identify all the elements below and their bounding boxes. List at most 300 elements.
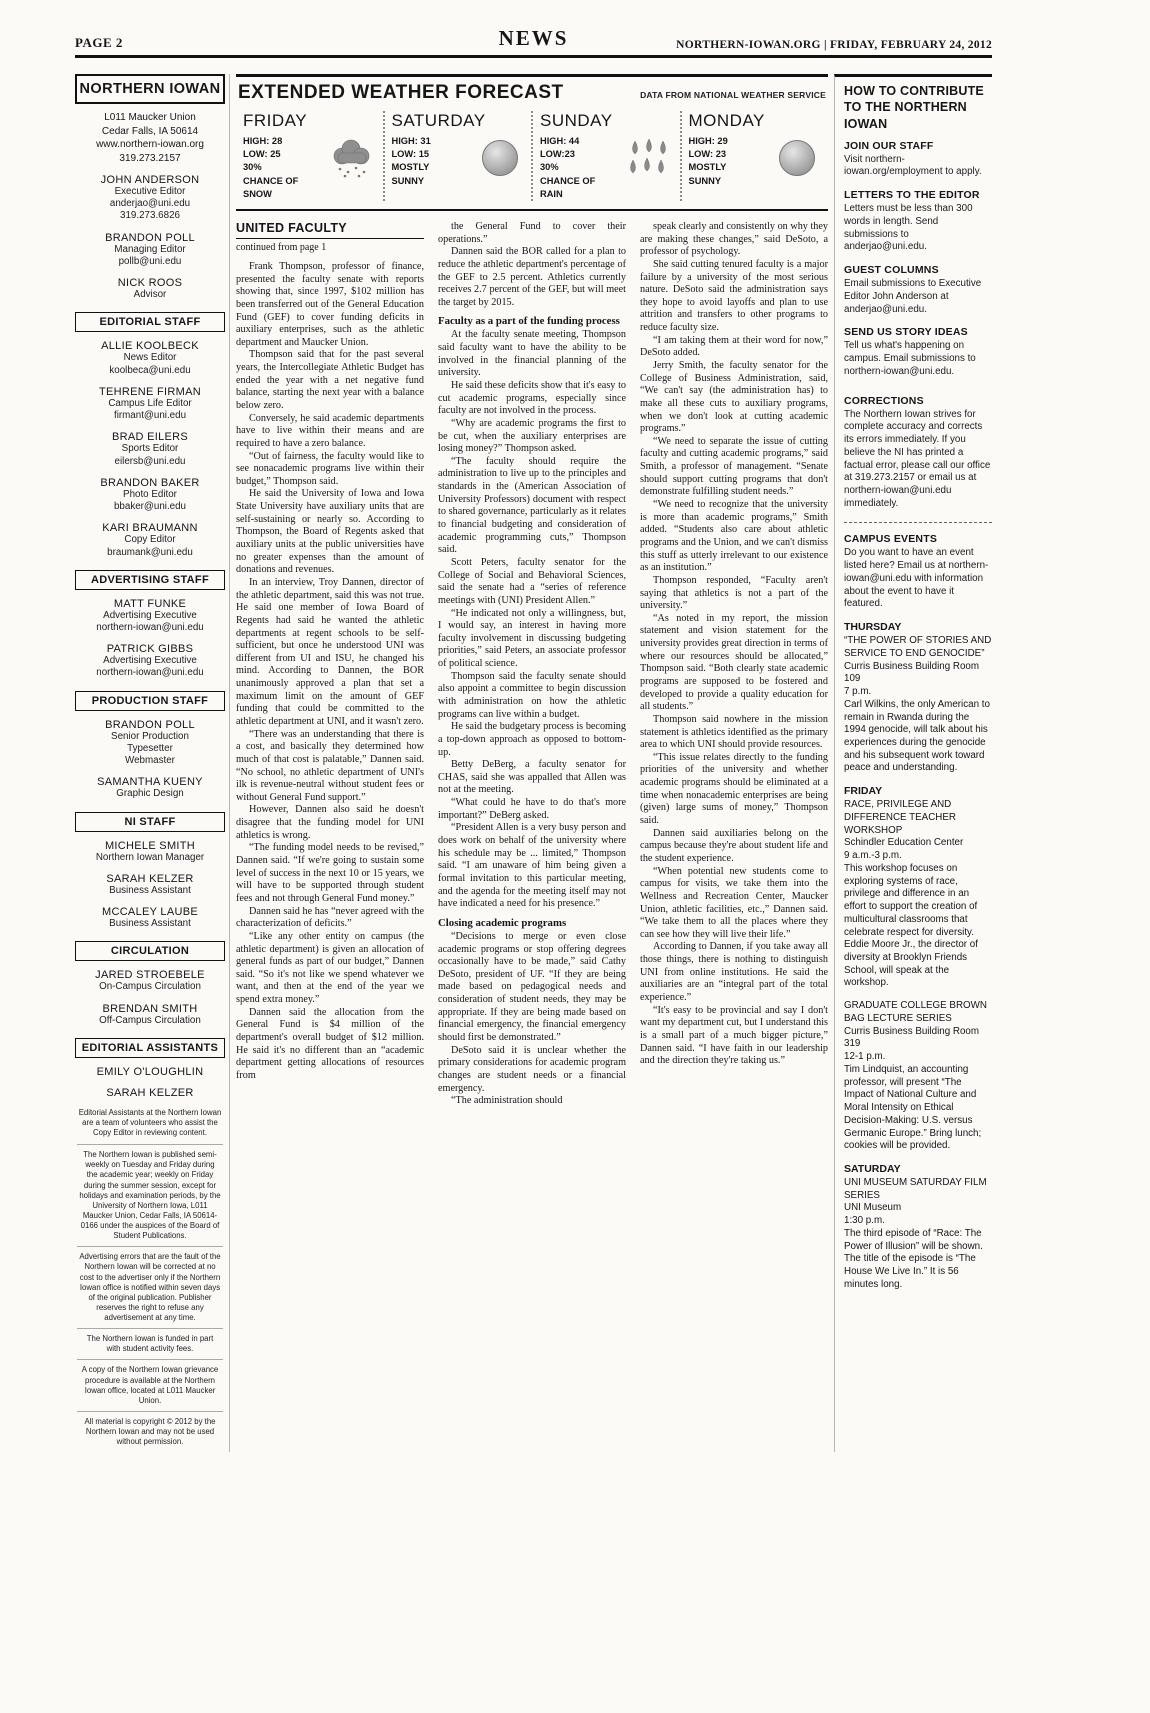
masthead-section-heading: PRODUCTION STAFF [75, 691, 225, 711]
article-paragraph: Frank Thompson, professor of finance, presented the faculty senate with reports showing that, since 1997, $102 million has been transferred out of the General Education Fund (GEF) to cover funding deficits in auxiliary enterprises, such as the athletic department and Maucker Union. [236, 260, 424, 348]
article-paragraph: “When potential new students come to campus for visits, we take them into the Wellness and Recreation Center, Maucker Union, athletic facilities, etc.,” Dannen said. “We take them to all the places where they can see how they will live their life.” [640, 865, 828, 940]
staff-detail: 319.273.6826 [120, 210, 180, 222]
article-item [438, 797, 626, 822]
article-paragraph: “President Allen is a very busy person and does work on behalf of the university where his schedule may be ... limited,” Thompson said. “I am unaware of him being given a formal invitation to this particular meeting, and the agenda for the meeting itself may not have indicated a need for his presence.” [438, 822, 626, 910]
weather-day-details [540, 135, 625, 201]
article-item [236, 804, 424, 842]
campus-event [844, 621, 992, 775]
event-details [844, 635, 992, 775]
staff-member [75, 840, 225, 864]
event-day: SATURDAY [844, 1163, 901, 1176]
weather-detail-line: LOW: 23 [688, 149, 727, 160]
staff-detail: northern-iowan@uni.edu [96, 667, 204, 679]
staff-name: SAMANTHA KUENY [97, 776, 203, 789]
fine-print-paragraph: A copy of the Northern Iowan grievance procedure is available at the Northern Iowan office, located at L011 Maucker Union. [77, 1359, 223, 1411]
article-item [438, 917, 626, 929]
contribute-block [844, 189, 992, 254]
site-and-date: NORTHERN-IOWAN.ORG | FRIDAY, FEBRUARY 24, 2012 [676, 39, 992, 51]
event-detail: 9 a.m.-3 p.m. [844, 850, 902, 862]
page-number: PAGE 2 [75, 35, 123, 50]
staff-member [75, 776, 225, 800]
staff-detail: Copy Editor [124, 534, 176, 546]
staff-member [75, 477, 225, 513]
masthead-section [75, 941, 225, 1026]
staff-details [75, 610, 225, 634]
weather-title-row [236, 80, 828, 111]
staff-details [75, 244, 225, 268]
article-subheading: Closing academic programs [438, 916, 567, 929]
article-paragraph: Dannen said the BOR called for a plan to reduce the athletic department's percentage of the GEF to 2.5 percent. Athletics currently receives 2.7 percent of the GEF, but will meet the target by 2015. [438, 246, 626, 308]
staff-detail: Business Assistant [109, 918, 191, 930]
contribute-sidebar [834, 74, 992, 1452]
weather-detail-line: SUNNY [391, 175, 425, 186]
article-item [640, 866, 828, 942]
event-detail: Carl Wilkins, the only American to remain in Rwanda during the 1994 genocide, will talk about his experiences during the genocide and his subsequent work toward peace and understanding. [844, 698, 990, 774]
event-detail: Tim Lindquist, an accounting professor, will present “The Impact of National Culture and Moral Intensity on Ethical Decision-Making: U.S. versus Germanic Europe.” Bring lunch; cookies will be provided. [844, 1063, 982, 1152]
staff-detail: northern-iowan@uni.edu [96, 621, 204, 633]
masthead-section [75, 812, 225, 931]
article-item [640, 714, 828, 752]
article-item [640, 335, 828, 360]
contribute-block [844, 264, 992, 316]
article-paragraph: “Decisions to merge or even close academic programs or stop offering degrees occasionally have to be made,” said Cathy DeSoto, president of UF. “If they are being made based on pedagogical needs and consideration of student needs, they may be appropriate. If they are being made based on financial emergency, the financial emergency should first be demonstrated.” [438, 930, 626, 1044]
staff-name: KARI BRAUMANN [102, 522, 198, 535]
article-column-3 [640, 221, 828, 1108]
staff-name: SARAH KELZER [106, 872, 194, 885]
masthead-section-heading: EDITORIAL ASSISTANTS [75, 1038, 225, 1058]
staff-details [75, 352, 225, 376]
staff-detail: Graphic Design [116, 788, 184, 800]
article-item [438, 315, 626, 327]
editorial-assistants-note: Editorial Assistants at the Northern Iowan are a team of volunteers who assist the Copy Editor in reviewing content. [78, 1107, 222, 1138]
article-item [438, 380, 626, 418]
weather-title: EXTENDED WEATHER FORECAST [238, 82, 564, 103]
event-day: FRIDAY [844, 785, 883, 798]
article-continued-note: continued from page 1 [236, 241, 327, 253]
page-header [75, 26, 992, 58]
staff-name: SARAH KELZER [106, 1086, 194, 1099]
staff-details [75, 731, 225, 768]
contribute-block-heading: GUEST COLUMNS [844, 264, 939, 277]
sun-icon [482, 140, 518, 176]
corrections-heading: CORRECTIONS [844, 394, 924, 407]
campus-event [844, 1163, 992, 1292]
staff-details [75, 788, 225, 800]
staff-name: BRAD EILERS [111, 431, 189, 444]
fine-print-paragraph: The Northern Iowan is published semi-weekly on Tuesday and Friday during the academic year; weekly on Friday during the summer session, except for holidays and examination periods, by the University of Northern Iowa, L011 Maucker Union, Cedar Falls, IA 50614-0166 under the auspices of the Board of Student Publications. [77, 1144, 223, 1246]
event-detail: This workshop focuses on exploring systems of race, privilege and difference in an effort to support the creation of multicultural classrooms that celebrate respect for diversity. Eddie Moore Jr., the director of diversity at Brooklyn Friends School, will speak at the workshop. [844, 862, 978, 989]
article-item [236, 261, 424, 349]
article-paragraph: Scott Peters, faculty senator for the College of Social and Behavioral Sciences, said the senate had a “series of reference meetings with (UNI) President Allen.” [438, 556, 626, 606]
staff-detail: Senior Production [111, 730, 189, 742]
staff-name: BRANDON BAKER [100, 476, 200, 489]
contribute-block [844, 326, 992, 378]
article-paragraph: “The funding model needs to be revised,” Dannen said. “If we're going to sustain some level of success in the next 10 or 15 years, we will have to be supported through student fees and not through General Fund money.” [236, 842, 424, 904]
fine-print-paragraph: Advertising errors that are the fault of the Northern Iowan will be corrected at no cost to the advertiser only if the Northern Iowan office is notified within seven days of the original publication. Publisher reserves the right to refuse any advertisement at any time. [77, 1246, 223, 1328]
weather-day-body [392, 135, 525, 188]
staff-name: TEHRENE FIRMAN [99, 385, 201, 398]
article-subheading: Faculty as a part of the funding process [438, 315, 620, 328]
weather-day-details [392, 135, 477, 188]
article-column-1-items [236, 261, 424, 1083]
article-column-2 [438, 221, 626, 1108]
event-detail: 12-1 p.m. [844, 1051, 886, 1063]
article-paragraph: “Out of fairness, the faculty would like to see nonacademic programs live within their budget,” Thompson said. [236, 450, 424, 487]
event-day: THURSDAY [844, 621, 902, 634]
article-paragraph: “What could he have to do that's more important?” DeBerg asked. [438, 797, 626, 821]
staff-name: PATRICK GIBBS [106, 643, 194, 656]
article-paragraph: Dannen said auxiliaries belong on the campus because they're about student life and the student experience. [640, 827, 828, 864]
staff-name: MICHELE SMITH [104, 839, 196, 852]
article-item [640, 436, 828, 499]
event-detail: “THE POWER OF STORIES AND SERVICE TO END GENOCIDE” [844, 635, 992, 659]
staff-name: BRANDON POLL [105, 231, 195, 244]
event-detail: GRADUATE COLLEGE BROWN BAG LECTURE SERIES [844, 1000, 987, 1024]
staff-member [75, 906, 225, 930]
weather-day [236, 111, 383, 201]
staff-member [75, 1087, 225, 1099]
snow-cloud-icon [328, 137, 376, 179]
weather-detail-line: HIGH: 44 [540, 136, 580, 146]
staff-detail: anderjao@uni.edu [109, 198, 191, 210]
corrections-text: The Northern Iowan strives for complete accuracy and corrects its errors immediately. If you believe the NI has printed a factual error, please call our office at 319.273.2157 or email us at northern-iowan@uni.edu immediately. [844, 408, 991, 509]
article-item [438, 931, 626, 1045]
weather-detail-line: RAIN [540, 188, 563, 199]
article-item [236, 1007, 424, 1083]
article-paragraph: Dannen said he has “never agreed with the characterization of deficits.” [236, 905, 424, 930]
article-column-1 [236, 221, 424, 1108]
article-item [236, 577, 424, 729]
masthead-section [75, 691, 225, 801]
staff-name: ALLIE KOOLBECK [101, 340, 199, 353]
masthead-section [75, 1038, 225, 1099]
staff-member [75, 522, 225, 558]
article-paragraph: “We need to recognize that the university is more than academic programs,” Smith added. “Students also care about athletic programs and the Union, and we can't dismiss this stuff as utterly irrelevant to our existence as an institution.” [640, 499, 828, 574]
article-paragraph: “The faculty should require the administration to live up to the principles and standards in the (American Association of University Professors) document with respect to shared governance, particularly as it relates to financial budgeting and consideration of academic programming cuts,” Thompson said. [438, 455, 626, 556]
contact-line: www.northern-iowan.org [96, 139, 204, 150]
article-paragraph: According to Dannen, if you take away all those things, there is nothing to distinguish UNI from online institutions. He said the auxiliaries are an “integral part of the total experience.” [640, 941, 828, 1004]
staff-detail: News Editor [123, 352, 177, 364]
campus-event [844, 1000, 992, 1153]
article-item [438, 246, 626, 309]
article-item [236, 906, 424, 931]
article-paragraph: He said the University of Iowa and Iowa State University have auxiliary units that are self-sustaining or nearly so. According to Thompson, the Board of Regents asked that auxiliary units at the public universities have no greater expenses than the amount of donations and revenues. [236, 488, 424, 576]
event-detail: UNI MUSEUM SATURDAY FILM SERIES [844, 1177, 987, 1201]
campus-events-heading: CAMPUS EVENTS [844, 533, 938, 546]
article-item [640, 1005, 828, 1068]
weather-detail-line: LOW: 25 [243, 149, 281, 160]
article-paragraph: In an interview, Troy Dannen, director of the athletic department, said this was not true. He said one member of Iowa Board of Regents had said he wanted the athletic departments at regent schools to be self-sufficient, but once he understood UNI was different from UI and ISU, he changed his mind. According to Dannen, the BOR unanimously approved a plan that set a maximum limit on the amount of GEF funding that could be committed to the athletic department at UNI, and it wasn't zero. [236, 576, 424, 727]
article-paragraph: “Why are academic programs the first to be cut, when the auxiliary enterprises are losing money?” Thompson asked. [438, 417, 626, 455]
staff-member [75, 431, 225, 467]
masthead-section-heading: ADVERTISING STAFF [75, 570, 225, 590]
staff-name: BRANDON POLL [105, 718, 195, 731]
staff-member [75, 598, 225, 634]
masthead-contact [75, 111, 225, 165]
staff-member [75, 386, 225, 422]
staff-details [75, 289, 225, 301]
staff-detail: Advertising Executive [103, 609, 197, 621]
event-details [844, 1177, 992, 1292]
weather-forecast [236, 74, 828, 211]
staff-details [75, 918, 225, 930]
staff-detail: Executive Editor [114, 186, 186, 197]
corrections-block [844, 395, 992, 511]
weather-day [680, 111, 829, 201]
article-item [236, 349, 424, 412]
rain-icon [625, 137, 673, 179]
weather-detail-line: MOSTLY [391, 162, 430, 173]
staff-detail: Advisor [133, 289, 167, 301]
article-column-3-items [640, 221, 828, 1068]
contribute-block-heading: SEND US STORY IDEAS [844, 326, 968, 339]
article-item [236, 413, 424, 451]
article-paragraph: “The administration should [451, 1095, 563, 1107]
staff-member [75, 340, 225, 376]
article-item [640, 221, 828, 259]
masthead-section-heading: NI STAFF [75, 812, 225, 832]
article-paragraph: She said cutting tenured faculty is a major failure by a university of the most serious nature. DeSoto said the administration says they hope to avoid layoffs and plan to use attrition and transfers to other programs to reduce faculty size. [640, 258, 828, 334]
weather-icon [328, 137, 376, 179]
article-paragraph: At the faculty senate meeting, Thompson said faculty want to have the ability to be involved in the financial planning of the university. [438, 329, 626, 379]
weather-detail-line: 30% [540, 162, 559, 173]
staff-details [75, 186, 225, 223]
article-paragraph: “There was an understanding that there is a cost, and basically they determined how much of that cost is palatable,” Dannen said. “No school, no athletic department of UNI's ilk is revenue-neutral without student fees or without General Fund support.” [236, 728, 424, 803]
weather-detail-line: 30% [243, 162, 262, 173]
article-item [438, 456, 626, 557]
staff-details [75, 489, 225, 513]
main-grid [75, 74, 992, 1452]
staff-name: MCCALEY LAUBE [101, 906, 198, 919]
campus-events-list [844, 621, 992, 1292]
article-paragraph: Thompson responded, “Faculty aren't saying that athletics is not a part of the university.” [640, 574, 828, 612]
article-item [438, 759, 626, 797]
staff-detail: bbaker@uni.edu [113, 501, 187, 513]
weather-detail-line: SUNNY [688, 175, 722, 186]
staff-detail: eilersb@uni.edu [114, 455, 186, 467]
staff-name: BRENDAN SMITH [102, 1002, 198, 1015]
staff-detail: Business Assistant [109, 884, 191, 896]
weather-icon [773, 137, 821, 179]
staff-detail: Managing Editor [114, 243, 186, 255]
event-details [844, 799, 992, 990]
staff-member [75, 719, 225, 768]
masthead-section-people [75, 719, 225, 801]
event-detail: Schindler Education Center [844, 837, 964, 849]
article-item [236, 729, 424, 805]
contribute-block-text: Letters must be less than 300 words in length. Send submissions to anderjao@uni.edu. [844, 203, 973, 253]
article-item [438, 721, 626, 759]
contribute-block-text: Visit northern-iowan.org/employment to apply. [844, 153, 982, 178]
contact-line: L011 Maucker Union [104, 112, 196, 123]
article-header [236, 221, 424, 253]
masthead-fine-print [75, 1144, 225, 1452]
united-faculty-article [236, 221, 828, 1108]
masthead-title: NORTHERN IOWAN [75, 74, 225, 104]
article-paragraph: Jerry Smith, the faculty senator for the College of Business Administration, said, “We can't say (the administration has) to make all these cuts to auxiliary programs, when we don't look at cutting academic programs.” [640, 359, 828, 435]
weather-icon [476, 137, 524, 179]
staff-detail: Webmaster [125, 755, 175, 767]
article-paragraph: “He indicated not only a willingness, but, I would say, an interest in having more faculty involvement in discussing budgeting priorities,” said Peters, an associate professor of political science. [438, 607, 626, 670]
article-item [640, 613, 828, 714]
staff-name: EMILY O'LOUGHLIN [96, 1065, 204, 1078]
event-details [844, 1000, 992, 1153]
staff-detail: On-Campus Circulation [99, 981, 201, 993]
article-paragraph: Thompson said that for the past several years, the Intercollegiate Athletic Budget has ended the year with a net negative fund balance, starting the next year with a balance below zero. [236, 349, 424, 411]
article-paragraph: “This issue relates directly to the funding priorities of the university and whether academic programs should be eliminated at a time when nonacademic enterprises are being (given) large sums of money,” Thompson said. [640, 751, 828, 827]
masthead-lead-people [75, 174, 225, 301]
article-item [236, 451, 424, 489]
staff-details [75, 981, 225, 993]
article-title: UNITED FACULTY [236, 221, 424, 239]
sun-icon [779, 140, 815, 176]
masthead-section-people [75, 1066, 225, 1099]
weather-detail-line: HIGH: 29 [688, 136, 728, 146]
article-item [640, 828, 828, 866]
article-paragraph: Conversely, he said academic departments have to live within their means and are required to have a zero balance. [236, 412, 424, 449]
staff-member [75, 1066, 225, 1078]
article-item [236, 488, 424, 576]
staff-detail: Advertising Executive [103, 655, 197, 667]
weather-day-details [243, 135, 328, 201]
campus-events-intro: Do you want to have an event listed here? Email us at northern-iowan@uni.edu with information about the event to have it featured. [844, 547, 989, 610]
article-paragraph: “It's easy to be provincial and say I don't want my department cut, but I understand this is a small part of a much bigger picture,” Dannen said. “I have faith in our leadership and the direction they're taking us.” [640, 1004, 828, 1067]
weather-day-name: MONDAY [688, 111, 765, 130]
weather-day [383, 111, 532, 201]
staff-member [75, 1003, 225, 1027]
article-item [438, 1095, 626, 1108]
staff-details [75, 852, 225, 864]
article-item [640, 499, 828, 575]
article-paragraph: Thompson said nowhere in the mission statement is athletics identified as the primary area to which UNI should provide resources. [640, 713, 828, 751]
campus-events-block [844, 533, 992, 611]
weather-detail-line: LOW: 15 [391, 149, 430, 160]
article-column-2-items [438, 221, 626, 1108]
staff-details [75, 398, 225, 422]
article-item [438, 557, 626, 608]
staff-name: MATT FUNKE [113, 597, 187, 610]
staff-detail: Photo Editor [123, 488, 177, 500]
article-paragraph: “As noted in my report, the mission statement and vision statement for the university provides great direction in terms of where our resources should be allocated,” Thompson said. “Both clearly state academic programs are supposed to be fostered and developed to provide a quality education for all students.” [640, 612, 828, 713]
masthead-sections [75, 312, 225, 1098]
article-paragraph: “We need to separate the issue of cutting faculty and cutting academic programs,” said Smith, a professor of management. “Senate should support cutting programs that don't demonstrate fulfilling student needs.” [640, 435, 828, 498]
staff-member [75, 232, 225, 268]
contribute-block-text: Tell us what's happening on campus. Email submissions to northern-iowan@uni.edu. [844, 340, 976, 377]
article-paragraph: Thompson said the faculty senate should also appoint a committee to begin discussion with administration on how the athletic programs can live within a budget. [438, 670, 626, 720]
masthead-section-heading: CIRCULATION [75, 941, 225, 961]
staff-member [75, 277, 225, 301]
staff-name: NICK ROOS [117, 277, 183, 290]
article-paragraph: Betty DeBerg, a faculty senator for CHAS, said she was appalled that Allen was not at the meeting. [438, 759, 626, 796]
masthead-section-people [75, 340, 225, 558]
weather-detail-line: HIGH: 31 [391, 136, 431, 146]
article-paragraph: He said these deficits show that it's easy to cut academic programs, especially since faculty are not involved in the process. [438, 379, 626, 417]
article-paragraph: DeSoto said it is unclear whether the primary considerations for academic program changes are student needs or a financial emergency. [438, 1044, 626, 1094]
staff-details [75, 534, 225, 558]
staff-detail: Typesetter [127, 742, 173, 754]
staff-detail: braumank@uni.edu [107, 546, 193, 558]
staff-member [75, 174, 225, 223]
contribute-block [844, 140, 992, 179]
article-paragraph: “I am taking them at their word for now,” DeSoto added. [640, 334, 828, 359]
article-paragraph: “Like any other entity on campus (the athletic department) is given an allocation of general funds as part of our budget,” Dannen said. “So it's not like we spend whatever we want, and then at the end of the year we spend extra money.” [236, 930, 424, 1006]
weather-detail-line: CHANCE OF [243, 175, 299, 186]
masthead-section-people [75, 840, 225, 931]
page-content [75, 26, 992, 1452]
staff-details [75, 655, 225, 679]
weather-day [531, 111, 680, 201]
weather-source: DATA FROM NATIONAL WEATHER SERVICE [640, 90, 826, 100]
weather-detail-line: HIGH: 28 [243, 136, 283, 146]
event-detail: Curris Business Building Room 319 [844, 1025, 980, 1050]
weather-icon [625, 137, 673, 179]
event-detail: 7 p.m. [844, 686, 872, 698]
article-item [438, 221, 626, 246]
article-item [640, 360, 828, 436]
contribute-block-heading: JOIN OUR STAFF [844, 139, 934, 152]
article-item [640, 575, 828, 613]
contribute-block-text: Email submissions to Executive Editor John Anderson at anderjao@uni.edu. [844, 278, 982, 315]
article-item [438, 671, 626, 722]
staff-detail: Campus Life Editor [108, 397, 192, 409]
section-title: NEWS [498, 26, 569, 50]
event-detail: UNI Museum [844, 1202, 902, 1214]
staff-detail: Northern Iowan Manager [95, 851, 205, 863]
article-paragraph: He said the budgetary process is becoming a top-down approach as opposed to bottom-up. [438, 721, 626, 758]
article-item [438, 1045, 626, 1096]
event-detail: The third episode of “Race: The Power of Illusion” will be shown. The title of the episode is “The House We Live In.” It is 56 minutes long. [844, 1227, 983, 1290]
staff-member [75, 873, 225, 897]
staff-details [75, 1015, 225, 1027]
campus-event [844, 785, 992, 990]
weather-day-body [243, 135, 376, 201]
event-detail: Curris Business Building Room 109 [844, 660, 980, 685]
article-item [438, 608, 626, 671]
contribute-block-heading: LETTERS TO THE EDITOR [844, 189, 980, 202]
article-item [640, 752, 828, 828]
contribute-blocks [844, 140, 992, 379]
weather-detail-line: MOSTLY [688, 162, 727, 173]
staff-name: JARED STROEBELE [95, 969, 205, 982]
article-item [438, 329, 626, 380]
contribute-title: HOW TO CONTRIBUTE TO THE NORTHERN IOWAN [844, 84, 984, 131]
contact-line: 319.273.2157 [119, 152, 181, 164]
contact-line: Cedar Falls, IA 50614 [101, 125, 199, 137]
event-detail: 1:30 p.m. [844, 1215, 885, 1227]
staff-name: JOHN ANDERSON [100, 174, 200, 186]
weather-day-body [540, 135, 673, 201]
staff-detail: pollb@uni.edu [118, 255, 182, 267]
staff-details [75, 443, 225, 467]
staff-detail: Sports Editor [121, 443, 179, 455]
weather-days [236, 111, 828, 201]
masthead-sidebar [75, 74, 230, 1452]
article-item [236, 931, 424, 1007]
fine-print-paragraph: The Northern Iowan is funded in part with student activity fees. [77, 1328, 223, 1359]
center-column [236, 74, 828, 1452]
article-paragraph: However, Dannen also said he doesn't disagree that the funding model for UNI athletics is wrong. [236, 804, 424, 841]
weather-day-name: SUNDAY [540, 111, 613, 130]
staff-detail: koolbeca@uni.edu [109, 364, 191, 376]
article-item [640, 259, 828, 335]
article-paragraph: Dannen said the allocation from the General Fund is $4 million of the department's overall budget of $12 million. He said it's no different than an “academic department getting allocations of resources from [236, 1006, 424, 1081]
masthead-section-heading: EDITORIAL STAFF [75, 312, 225, 332]
weather-day-name: SATURDAY [391, 111, 486, 130]
masthead-section [75, 312, 225, 558]
article-item [438, 822, 626, 910]
staff-member [75, 643, 225, 679]
article-paragraph: speak clearly and consistently on why they are making these changes,” said DeSoto, a professor of psychology. [640, 220, 828, 258]
